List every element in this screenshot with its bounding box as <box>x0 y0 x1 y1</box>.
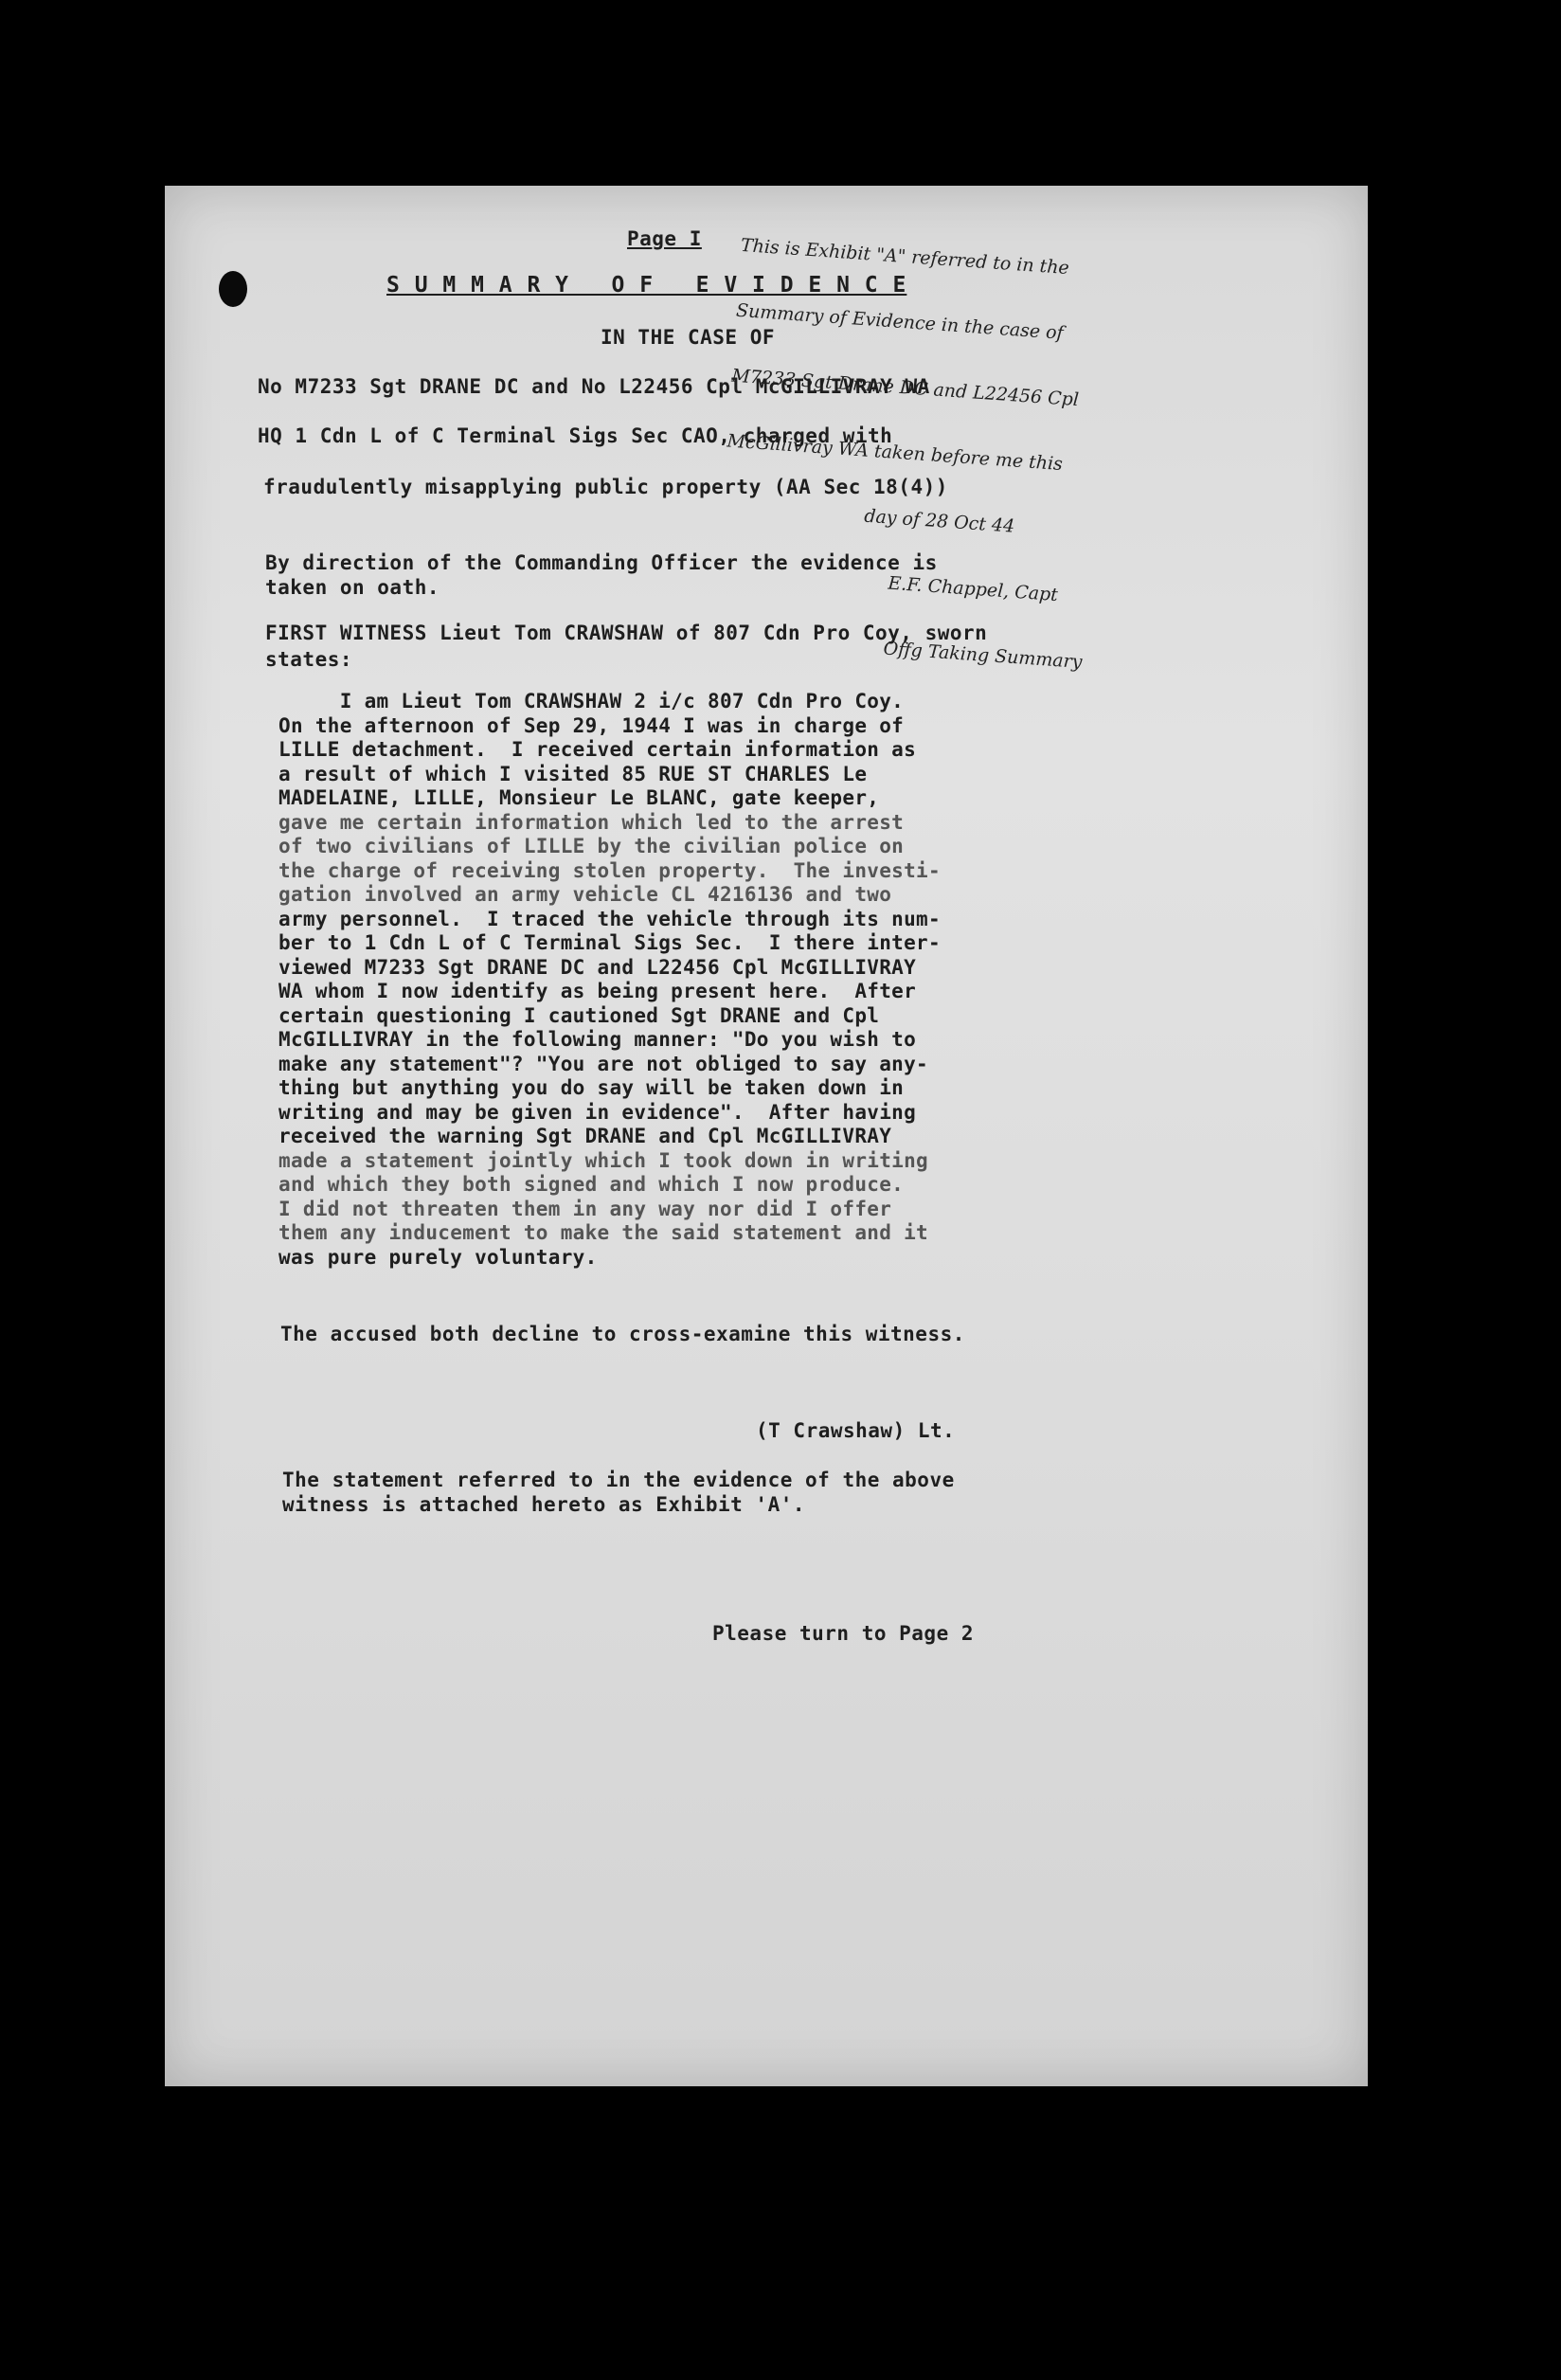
case-heading: IN THE CASE OF <box>601 326 776 349</box>
testimony-line: gave me certain information which led to the arrest <box>278 810 905 834</box>
document-page <box>165 186 1368 2086</box>
testimony-line: make any statement"? "You are not obliged to say any- <box>278 1052 928 1075</box>
testimony-line: thing but anything you do say will be taken down in <box>278 1076 905 1099</box>
handwritten-line: Offg Taking Summary <box>882 638 1084 674</box>
testimony-line: certain questioning I cautioned Sgt DRANE and Cpl <box>278 1003 880 1027</box>
testimony-line: viewed M7233 Sgt DRANE DC and L22456 Cpl McGILLIVRAY <box>278 955 917 979</box>
witness-line: states: <box>265 648 353 671</box>
direction-line: By direction of the Commanding Officer the evidence is <box>265 551 938 574</box>
testimony-line: army personnel. I traced the vehicle through its num- <box>278 907 941 930</box>
handwritten-line: Summary of Evidence in the case of <box>735 299 1065 344</box>
turn-page-note: Please turn to Page 2 <box>712 1622 975 1645</box>
testimony-line: the charge of receiving stolen property. The investi- <box>278 858 941 882</box>
direction-line: taken on oath. <box>265 576 440 599</box>
page-number: Page I <box>627 227 702 250</box>
testimony-line: and which they both signed and which I now produce. <box>278 1173 905 1196</box>
witness-signature: (T Crawshaw) Lt. <box>756 1419 956 1442</box>
testimony-line: received the warning Sgt DRANE and Cpl McGILLIVRAY <box>278 1125 892 1147</box>
document-title: S U M M A R Y O F E V I D E N C E <box>386 273 907 298</box>
testimony-line: I did not threaten them in any way nor did I offer <box>278 1197 892 1220</box>
case-line: No M7233 Sgt DRANE DC and No L22456 Cpl McGILLIVRAY WA <box>258 375 930 398</box>
punch-hole <box>219 271 247 307</box>
handwritten-line: day of 28 Oct 44 <box>863 505 1015 537</box>
testimony-line: McGILLIVRAY in the following manner: "Do you wish to <box>278 1028 917 1051</box>
testimony-line: MADELAINE, LILLE, Monsieur Le BLANC, gate keeper, <box>278 786 880 809</box>
testimony-body <box>278 690 1226 1270</box>
testimony-line: WA whom I now identify as being present here. After <box>278 980 917 1002</box>
testimony-line: ber to 1 Cdn L of C Terminal Sigs Sec. I there inter- <box>278 931 941 954</box>
testimony-line: them any inducement to make the said statement and it <box>278 1221 928 1244</box>
testimony-line: LILLE detachment. I received certain information as <box>278 738 917 761</box>
case-line: HQ 1 Cdn L of C Terminal Sigs Sec CAO, charged with <box>258 424 893 447</box>
testimony-line: I am Lieut Tom CRAWSHAW 2 i/c 807 Cdn Pro Coy. <box>278 690 905 712</box>
case-line: fraudulently misapplying public property (AA Sec 18(4)) <box>263 476 948 498</box>
cross-exam-note: The accused both decline to cross-examine this witness. <box>280 1323 965 1345</box>
testimony-line: On the afternoon of Sep 29, 1944 I was in charge of <box>278 713 905 737</box>
testimony-line: made a statement jointly which I took down in writing <box>278 1148 928 1172</box>
testimony-line: gation involved an army vehicle CL 4216136 and two <box>278 883 892 906</box>
testimony-line: a result of which I visited 85 RUE ST CHARLES Le <box>278 762 868 785</box>
witness-line: FIRST WITNESS Lieut Tom CRAWSHAW of 807 Cdn Pro Coy, sworn <box>265 622 988 644</box>
handwritten-line: M7233 Sgt Drane DC and L22456 Cpl <box>730 365 1080 411</box>
statement-reference-line: The statement referred to in the evidence of the above <box>282 1469 955 1491</box>
handwritten-signature: E.F. Chappel, Capt <box>887 572 1059 606</box>
handwritten-line: This is Exhibit "A" referred to in the <box>740 234 1070 279</box>
statement-reference-line: witness is attached hereto as Exhibit 'A'. <box>282 1493 806 1516</box>
testimony-line: of two civilians of LILLE by the civilian police on <box>278 835 905 857</box>
handwritten-line: McGillivray WA taken before me this <box>726 430 1064 476</box>
testimony-line: writing and may be given in evidence". After having <box>278 1100 917 1124</box>
testimony-line: was pure purely voluntary. <box>278 1245 598 1269</box>
